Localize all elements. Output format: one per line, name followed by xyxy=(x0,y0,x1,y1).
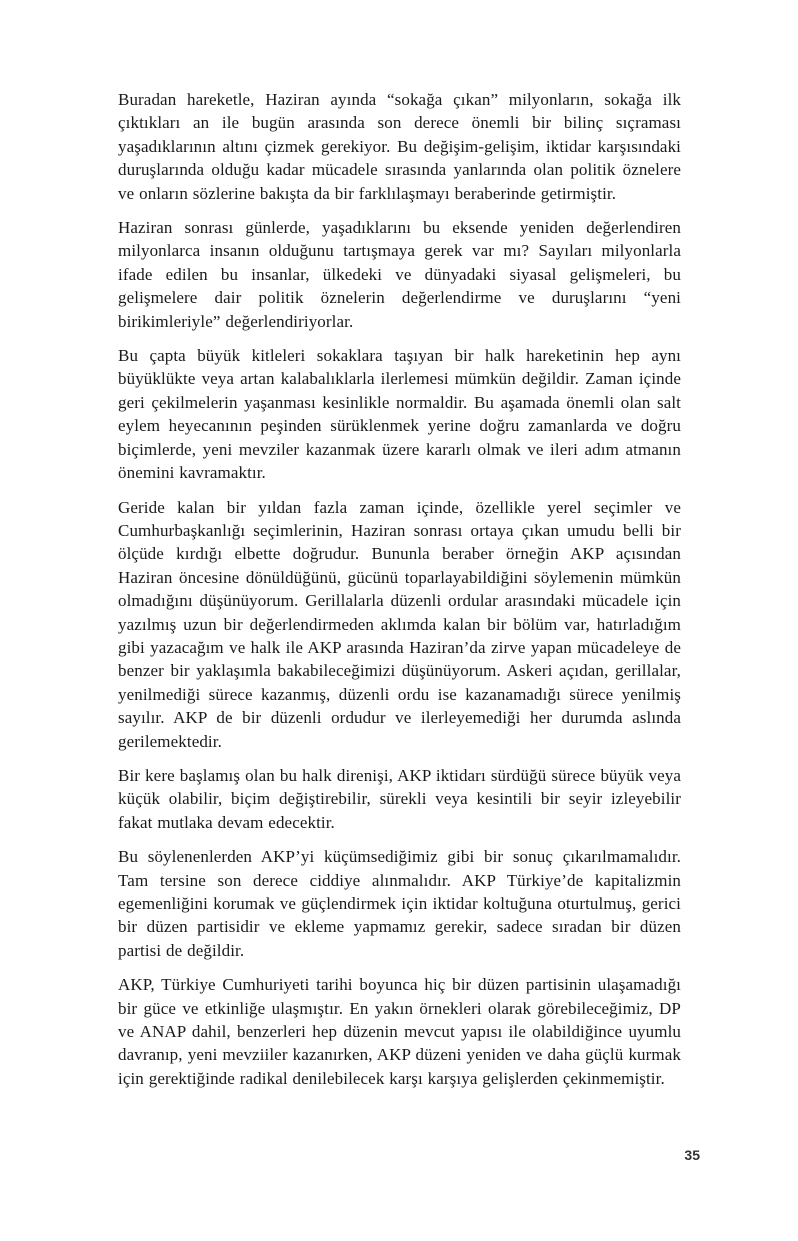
paragraph-5: Bir kere başlamış olan bu halk direnişi, AKP iktidarı sürdüğü sürece büyük veya küçük olabilir, biçim değiştirebilir, sürekli veya kesintili bir seyir izleyebilir fakat mutlaka devam edecektir. xyxy=(118,765,681,832)
paragraph-1: Buradan hareketle, Haziran ayında “sokağa çıkan” milyonların, sokağa ilk çıktıkları an ile bugün arasında son derece önemli bir bilinç sıçraması yaşadıklarının altını çizmek gerekiyor. Bu değişim-gelişim, iktidar karşısındaki duruşlarında olduğu kadar mücadele sırasında yanlarında olan politik öznelere ve onların sözlerine bakışta da bir farklılaşmayı beraberinde getirmiştir. xyxy=(118,90,681,203)
paragraph-4: Geride kalan bir yıldan fazla zaman içinde, özellikle yerel seçimler ve Cumhurbaşkanlığı seçimlerinin, Haziran sonrası ortaya çıkan umudu belli bir ölçüde kırdığı elbette doğrudur. Bununla beraber örneğin AKP açısından Haziran öncesine dönüldüğünü, gücünü toparlayabildiğini söylemenin mümkün olmadığını düşünüyorum. Gerillalarla düzenli ordular arasındaki mücadele için yazılmış uzun bir değerlendirmeden aklımda kalan bir bölüm var, hatırladığım gibi yazacağım ve halk ile AKP arasında Haziran’da zirve yapan mücadeleye de benzer bir yaklaşımla bakabileceğimizi düşünüyorum. Askeri açıdan, gerillalar, yenilmediği sürece kazanmış, düzenli ordu ise kazanamadığı sürece yenilmiş sayılır. AKP de bir düzenli ordudur ve ilerleyemediği her durumda aslında gerilemektedir. xyxy=(118,497,681,751)
body-text xyxy=(118,88,681,1101)
paragraph-3: Bu çapta büyük kitleleri sokaklara taşıyan bir halk hareketinin hep aynı büyüklükte veya artan kalabalıklarla ilerlemesi mümkün değildir. Zaman içinde geri çekilmelerin yaşanması kesinlikle normaldir. Bu aşamada önemli olan salt eylem heyecanının peşinden sürüklenmek yerine doğru zamanlarda ve doğru biçimlerde, yeni mevziler kazanmak üzere kararlı olmak ve ileri adım atmanın önemini kavramaktır. xyxy=(118,346,681,483)
page-number: 35 xyxy=(684,1147,700,1163)
paragraph-2: Haziran sonrası günlerde, yaşadıklarını bu eksende yeniden değerlendiren milyonlarca insanın olduğunu tartışmaya gerek var mı? Sayıları milyonlarla ifade edilen bu insanlar, ülkedeki ve dünyadaki siyasal gelişmeleri, bu gelişmelere dair politik öznelerin değerlendirme ve duruşlarını “yeni birikimleriyle” değerlendiriyorlar. xyxy=(118,218,681,331)
paragraph-7: AKP, Türkiye Cumhuriyeti tarihi boyunca hiç bir düzen partisinin ulaşamadığı bir güce ve etkinliğe ulaşmıştır. En yakın örnekleri olarak görebileceğimiz, DP ve ANAP dahil, benzerleri hep düzenin mevcut yapısı ile olabildiğince uyumlu davranıp, yeni mevziiler kazanırken, AKP düzeni yeniden ve daha güçlü kurmak için gerektiğinde radikal denilebilecek karşı karşıya gelişlerden çekinmemiştir. xyxy=(118,975,681,1088)
paragraph-6: Bu söylenenlerden AKP’yi küçümsediğimiz gibi bir sonuç çıkarılmamalıdır. Tam tersine son derece ciddiye alınmalıdır. AKP Türkiye’de kapitalizmin egemenliğini korumak ve güçlendirmek için iktidar koltuğuna oturtulmuş, gerici bir düzen partisidir ve ekleme yapmamız gerekir, sadece sıradan bir düzen partisi de değildir. xyxy=(118,847,681,960)
